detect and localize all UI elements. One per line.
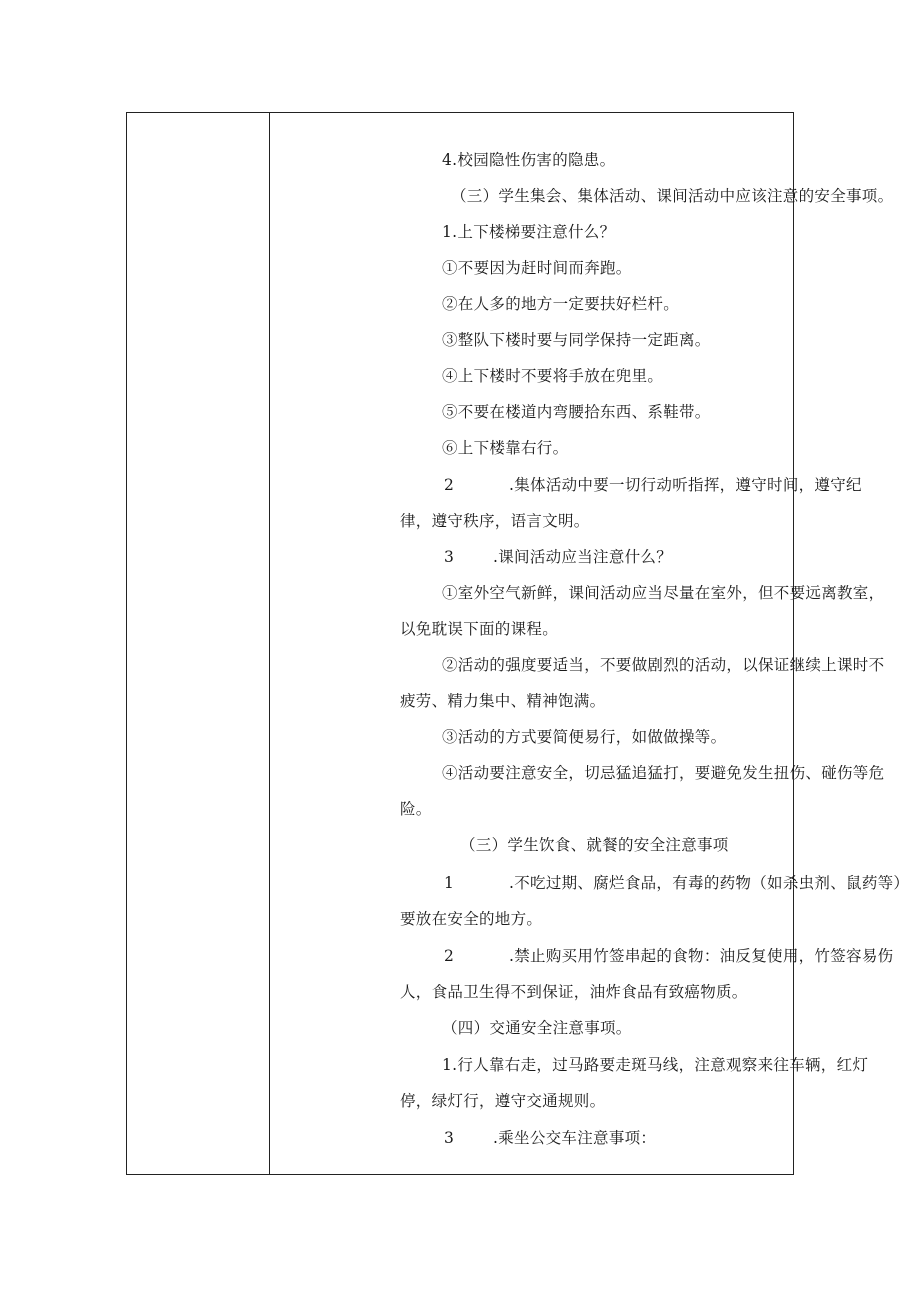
list-item: ⑥上下楼靠右行。 <box>442 439 569 457</box>
text-line: .不吃过期、腐烂食品，有毒的药物（如杀虫剂、鼠药等） <box>509 874 910 892</box>
list-item: ①室外空气新鲜，课间活动应当尽量在室外，但不要远离教室， <box>442 584 885 602</box>
text-line: .课间活动应当注意什么？ <box>493 548 673 566</box>
section-heading: （三）学生集会、集体活动、课间活动中应该注意的安全事项。 <box>451 187 894 205</box>
table-left-column <box>127 113 270 1174</box>
list-item: ②活动的强度要适当，不要做剧烈的活动，以保证继续上课时不 <box>442 656 885 674</box>
text-line: 4.校园隐性伤害的隐患。 <box>442 151 616 169</box>
item-number: 1 <box>444 874 454 892</box>
text-line: 要放在安全的地方。 <box>400 910 543 928</box>
text-line: 人，食品卫生得不到保证，油炸食品有致癌物质。 <box>400 983 748 1001</box>
text-line: 1.行人靠右走，过马路要走斑马线，注意观察来往车辆，红灯 <box>442 1056 869 1074</box>
text-line: .禁止购买用竹签串起的食物：油反复使用，竹签容易伤 <box>509 947 894 965</box>
document-table <box>126 112 910 1175</box>
text-line: 停，绿灯行，遵守交通规则。 <box>400 1092 606 1110</box>
list-item: ④上下楼时不要将手放在兜里。 <box>442 367 664 385</box>
list-item: ③整队下楼时要与同学保持一定距离。 <box>442 331 711 349</box>
text-line: 律，遵守秩序，语言文明。 <box>400 512 590 530</box>
section-heading: （三）学生饮食、就餐的安全注意事项 <box>460 836 729 854</box>
text-line: 以免耽误下面的课程。 <box>400 620 559 638</box>
list-item: ③活动的方式要简便易行，如做做操等。 <box>442 728 727 746</box>
list-item: ⑤不要在楼道内弯腰拾东西、系鞋带。 <box>442 403 711 421</box>
table-content-cell <box>270 113 910 1174</box>
item-number: 2 <box>444 947 454 965</box>
section-heading: （四）交通安全注意事项。 <box>442 1019 632 1037</box>
item-number: 3 <box>444 548 454 566</box>
item-number: 2 <box>444 476 454 494</box>
text-line: .集体活动中要一切行动听指挥，遵守时间，遵守纪 <box>509 476 862 494</box>
list-item: ①不要因为赶时间而奔跑。 <box>442 259 632 277</box>
text-line: 险。 <box>400 800 432 818</box>
text-line: 疲劳、精力集中、精神饱满。 <box>400 692 606 710</box>
item-number: 3 <box>444 1129 454 1147</box>
text-line: .乘坐公交车注意事项： <box>493 1129 657 1147</box>
text-line: 1.上下楼梯要注意什么？ <box>442 223 616 241</box>
list-item: ④活动要注意安全，切忌猛追猛打，要避免发生扭伤、碰伤等危 <box>442 764 885 782</box>
list-item: ②在人多的地方一定要扶好栏杆。 <box>442 295 680 313</box>
